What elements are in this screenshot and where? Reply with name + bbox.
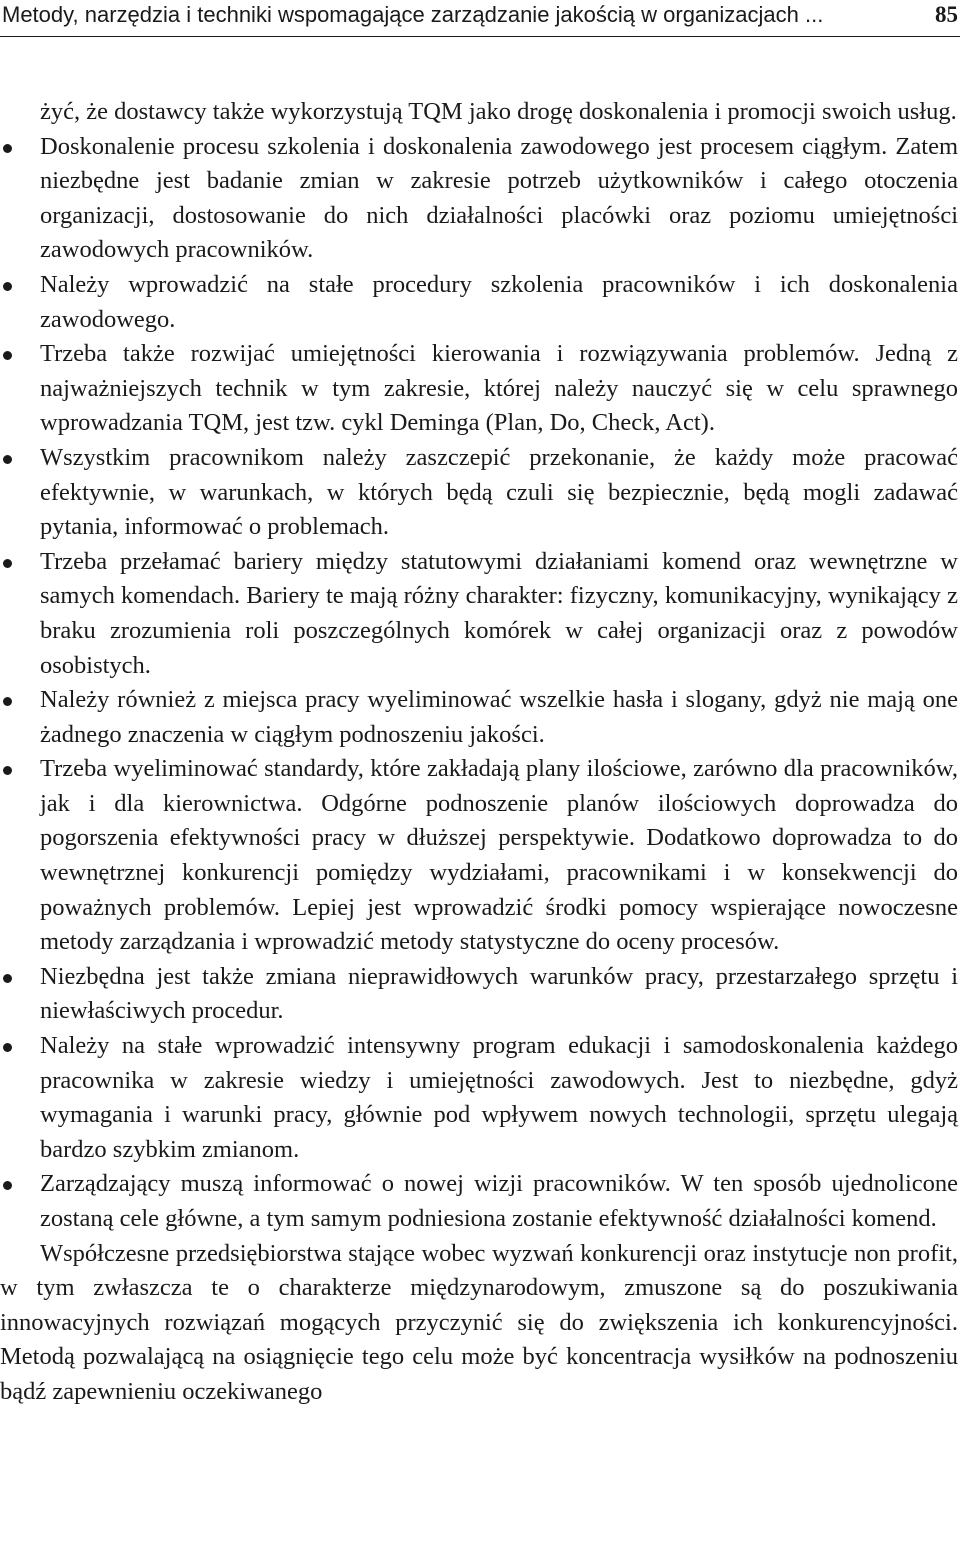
bullet-icon <box>3 766 12 775</box>
continued-item <box>0 95 958 130</box>
bullet-item <box>0 960 958 1029</box>
running-title: Metody, narzędzia i techniki wspomagające zarządzanie jakością w organizacjach ... <box>2 2 824 27</box>
bullet-item-text: Wszystkim pracownikom należy zaszczepić przekonanie, że każdy może pracować efektywnie, w warunkach, w których będą czuli się bezpiecznie, będą mogli zadawać pytania, informować o problemach. <box>40 443 958 541</box>
bullet-item-text: Zarządzający muszą informować o nowej wizji pracowników. W ten sposób ujednolicone zostaną cele główne, a tym samym podniesiona zostanie efektywność działalności komend. <box>40 1170 958 1232</box>
bullet-item-text: Należy również z miejsca pracy wyeliminować wszelkie hasła i slogany, gdyż nie mają one żadnego znaczenia w ciągłym podnoszeniu jakości. <box>40 686 958 748</box>
bullet-item <box>0 545 958 683</box>
bullet-icon <box>3 282 12 291</box>
bullet-icon <box>3 351 12 360</box>
bullet-item <box>0 752 958 960</box>
bullet-item <box>0 268 958 337</box>
closing-paragraph: Współczesne przedsiębiorstwa stające wobec wyzwań konkurencji oraz instytucje non profit, w tym zwłaszcza te o charakterze międzynarodowym, zmuszone są do poszukiwania innowacyjnych rozwiązań mogących przyczynić się do zwiększenia ich konkurencyjności. Metodą pozwalającą na osiągnięcie tego celu może być koncentracja wysiłków na podnoszeniu bądź zapewnieniu oczekiwanego <box>0 1239 958 1405</box>
bullet-item-text: Trzeba także rozwijać umiejętności kierowania i rozwiązywania problemów. Jedną z najważniejszych technik w tym zakresie, której należy nauczyć się w celu sprawnego wprowadzania TQM, jest tzw. cykl Deminga (Plan, Do, Check, Act). <box>40 340 958 437</box>
bullet-icon <box>3 144 12 153</box>
bullet-list <box>0 95 958 1237</box>
bullet-item-text: Niezbędna jest także zmiana nieprawidłowych warunków pracy, przestarzałego sprzętu i niewłaściwych procedur. <box>40 962 958 1025</box>
bullet-item <box>0 441 958 545</box>
bullet-icon <box>3 697 12 706</box>
page-number: 85 <box>935 2 958 27</box>
bullet-item <box>0 130 958 268</box>
bullet-item-text: Trzeba przełamać bariery między statutowymi działaniami komend oraz wewnętrzne w samych komendach. Bariery te mają różny charakter: fizyczny, komunikacyjny, wynikający z braku zrozumienia roli poszczególnych komórek w całej organizacji oraz z powodów osobistych. <box>40 547 958 679</box>
bullet-icon <box>3 455 12 464</box>
bullet-icon <box>3 1043 12 1052</box>
running-header <box>0 0 960 37</box>
bullet-item <box>0 1029 958 1167</box>
bullet-item <box>0 1167 958 1236</box>
bullet-item <box>0 337 958 441</box>
bullet-item-text: Należy wprowadzić na stałe procedury szkolenia pracowników i ich doskonalenia zawodowego. <box>40 270 958 333</box>
bullet-item-text: żyć, że dostawcy także wykorzystują TQM jako drogę doskonalenia i promocji swoich usług. <box>40 98 957 125</box>
document-body <box>0 95 958 1410</box>
bullet-item-text: Doskonalenie procesu szkolenia i doskonalenia zawodowego jest procesem ciągłym. Zatem niezbędne jest badanie zmian w zakresie potrzeb użytkowników i całego otoczenia organizacji, dostosowanie do nich działalności placówki oraz poziomu umiejętności zawodowych pracowników. <box>40 132 958 264</box>
bullet-icon <box>3 559 12 568</box>
bullet-icon <box>3 974 12 983</box>
bullet-item-text: Należy na stałe wprowadzić intensywny program edukacji i samodoskonalenia każdego pracownika w zakresie wiedzy i umiejętności zawodowych. Jest to niezbędne, gdyż wymagania i warunki pracy, głównie pod wpływem nowych technologii, sprzętu ulegają bardzo szybkim zmianom. <box>40 1032 958 1163</box>
bullet-icon <box>3 1181 12 1190</box>
bullet-item <box>0 683 958 752</box>
bullet-item-text: Trzeba wyeliminować standardy, które zakładają plany ilościowe, zarówno dla pracowników, jak i dla kierownictwa. Odgórne podnoszenie planów ilościowych doprowadza do pogorszenia efektywności pracy w dłuższej perspektywie. Dodatkowo doprowadza to do wewnętrznej konkurencji pomiędzy wydziałami, pracownikami i w konsekwencji do poważnych problemów. Lepiej jest wprowadzić środki pomocy wspierające nowoczesne metody zarządzania i wprowadzić metody statystyczne do oceny procesów. <box>40 755 958 956</box>
